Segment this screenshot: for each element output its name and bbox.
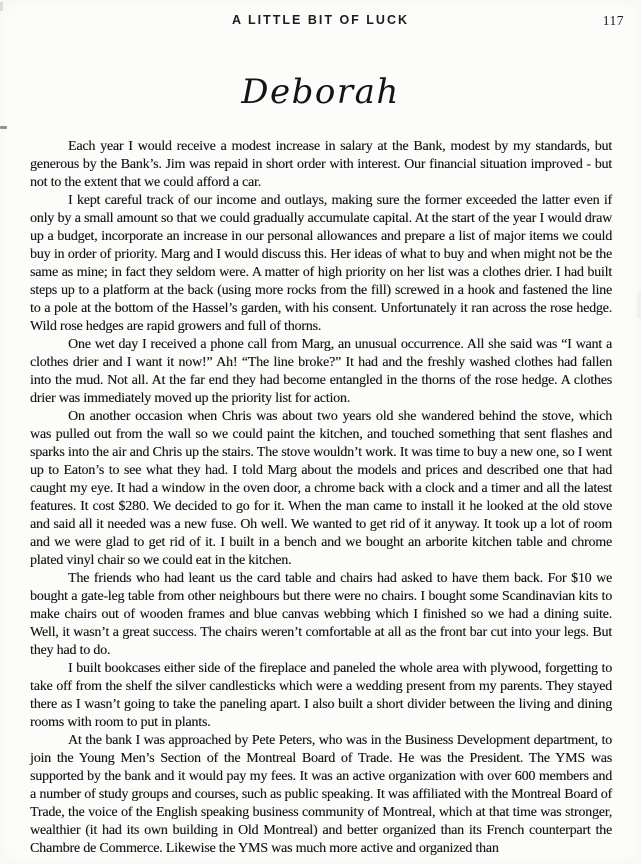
paragraph-salary-increase: Each year I would receive a modest increase in salary at the Bank, modest by my standards, but generous by the Bank’s. Jim was repaid in short order with interest. Our financial situation improved - but not to the extent that we could afford a car. (30, 139, 612, 190)
paragraph-bookcases: I built bookcases either side of the fireplace and paneled the whole area with plywood, forgetting to take off from the shelf the silver candlesticks which were a wedding present from my parents. They stayed there as I wasn’t going to take the paneling apart. I also built a short divider between the living and dining rooms with room to put in plants. (30, 661, 612, 730)
paragraph-dining-suite: The friends who had leant us the card table and chairs had asked to have them back. For $10 we bought a gate-leg table from other neighbours but there were no chairs. I bought some Scandinavian kits to make chairs out of wooden frames and blue canvas webbing which I finished so we had a dining suite. Well, it wasn’t a great success. The chairs weren’t comfortable at all as the front bar cut into your legs. But they had to do. (30, 571, 612, 658)
page-header (0, 13, 641, 33)
page-number: 117 (602, 13, 624, 28)
chapter-title: Deborah (241, 72, 400, 112)
scan-artifact-right-smudge (637, 292, 641, 318)
paragraph-budget-clothes-drier: I kept careful track of our income and outlays, making sure the former exceeded the latter even if only by a small amount so that we could gradually accumulate capital. At the start of the year I would draw up a budget, incorporate an increase in our personal allowances and prepare a list of major items we could buy in order of priority. Marg and I would discuss this. Her ideas of what to buy and when might not be the same as mine; in fact they seldom were. A matter of high priority on her list was a clothes drier. I had built steps up to a platform at the back (using more rocks from the fill) screwed in a hook and fastened the line to a pole at the bottom of the Hassel’s garden, with his consent. Unfortunately it ran across the rose hedge. Wild rose hedges are rapid growers and full of thorns. (30, 193, 612, 334)
scan-artifact-left-dash (0, 126, 7, 129)
paragraph-board-of-trade: At the bank I was approached by Pete Peters, who was in the Business Development department, to join the Young Men’s Section of the Montreal Board of Trade. He was the President. The YMS was supported by the bank and it would pay my fees. It was an active organization with over 600 members and a number of study groups and courses, such as public speaking. It was affiliated with the Montreal Board of Trade, the voice of the English speaking business community of Montreal, which at that time was stronger, wealthier (it had its own building in Old Montreal) and better organized than its French counterpart the Chambre de Commerce. Likewise the YMS was much more active and organized than (30, 733, 612, 856)
paragraph-phone-call: One wet day I received a phone call from Marg, an unusual occurrence. All she said was “I want a clothes drier and I want it now!” Ah! “The line broke?” It had and the freshly washed clothes had fallen into the mud. Not all. At the far end they had become entangled in the thorns of the rose hedge. A clothes drier was immediately moved up the priority list for action. (30, 337, 612, 406)
running-title: A LITTLE BIT OF LUCK (231, 13, 410, 27)
paragraph-stove: On another occasion when Chris was about two years old she wandered behind the stove, which was pulled out from the wall so we could paint the kitchen, and touched something that sent flashes and sparks into the air and Chris up the stairs. The stove wouldn’t work. It was time to buy a new one, so I went up to Eaton’s to see what they had. I told Marg about the models and prices and described one that had caught my eye. It had a window in the oven door, a chrome back with a clock and a timer and all the latest features. It cost $280. We decided to go for it. When the man came to install it he looked at the old stove and said all it needed was a new fuse. Oh well. We wanted to get rid of it anyway. It took up a lot of room and we were glad to get rid of it. I built in a bench and we bought an arborite kitchen table and chrome plated vinyl chair so we could eat in the kitchen. (30, 409, 612, 568)
scan-artifact-topleft-smudge (0, 2, 3, 11)
body-text (30, 138, 612, 858)
